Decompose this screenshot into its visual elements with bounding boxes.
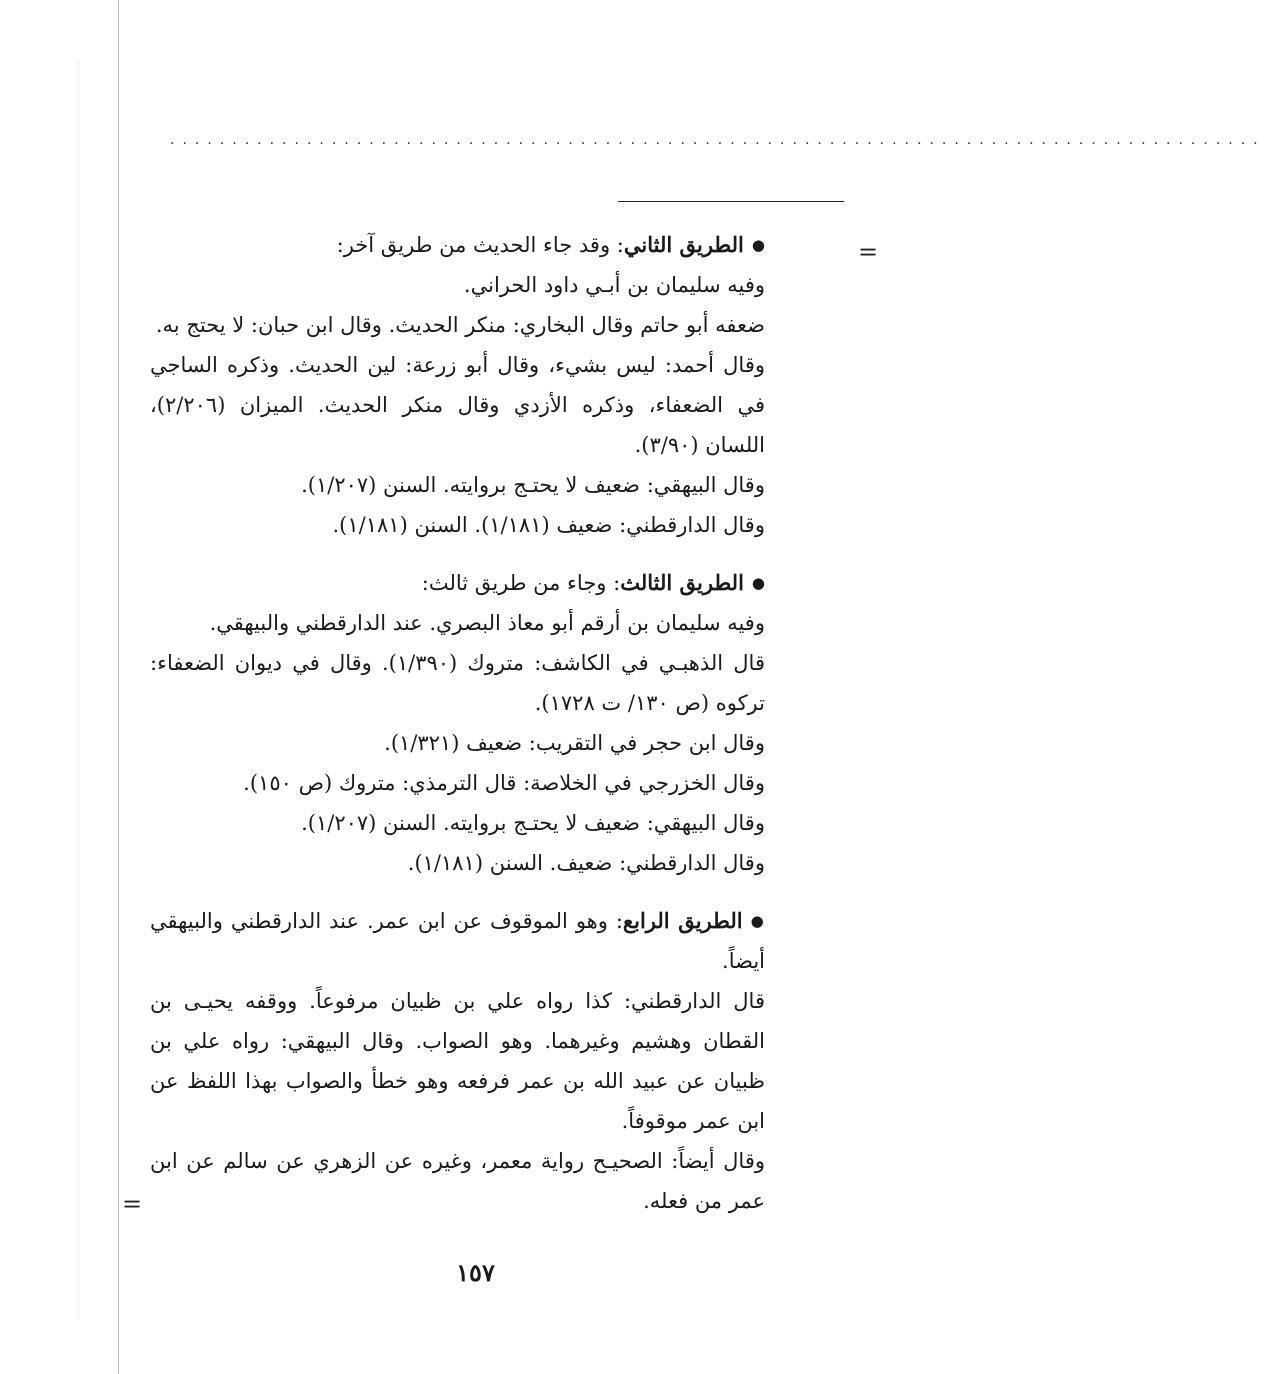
text-line: وقال البيهقي: ضعيف لا يحتـج بروايته. السنن (١/٢٠٧).	[301, 811, 765, 835]
heading-text: : وجاء من طريق ثالث:	[421, 571, 621, 595]
text-line: قال الدارقطني: كذا رواه علي بن ظبيان مرفوعاً. ووقفه يحيـى بن القطان وهشيم وغيرهما. وهو الصواب. وقال البيهقي: رواه علي بن ظبيان عن عبيد الله بن عمر فرفعه وهو خطأ والصواب بهذا اللفظ عن ابن عمر موقوفاً.	[150, 989, 765, 1133]
section-heading-3	[150, 563, 765, 603]
text-line: وقال الخزرجي في الخلاصة: قال الترمذي: متروك (ص ١٥٠).	[243, 771, 765, 795]
text-line: وقال البيهقي: ضعيف لا يحتـج بروايته. السنن (١/٢٠٧).	[301, 473, 765, 497]
section-heading-2	[150, 225, 765, 265]
section-gap	[150, 883, 765, 901]
text-line: قال الذهبـي في الكاشف: متروك (١/٣٩٠). وقال في ديوان الضعفاء: تركوه (ص ١٣٠/ ت ١٧٢٨).	[150, 651, 765, 715]
text-line: وفيه سليمان بن أبـي داود الحراني.	[463, 273, 765, 297]
footnote-rule	[618, 201, 844, 202]
page-number: ١٥٧	[456, 1258, 495, 1287]
heading-label: الطريق الثالث	[620, 570, 744, 595]
main-text	[150, 225, 765, 1221]
bullet-icon: ●	[750, 912, 765, 930]
text-line: وفيه سليمان بن أرقم أبو معاذ البصري. عند الدارقطني والبيهقي.	[209, 611, 765, 635]
heading-label: الطريق الرابع	[622, 908, 743, 933]
page-edge-line	[78, 60, 79, 1320]
heading-text: : وقد جاء الحديث من طريق آخر:	[336, 233, 624, 257]
section-gap	[150, 545, 765, 563]
text-line: وقال الدارقطني: ضعيف. السنن (١/١٨١).	[407, 851, 765, 875]
bullet-icon: ●	[751, 236, 765, 254]
text-line: وقال الدارقطني: ضعيف (١/١٨١). السنن (١/١٨١).	[332, 513, 765, 537]
heading-label: الطريق الثاني	[623, 232, 744, 257]
heading-text: : وهو الموقوف عن ابن عمر. عند الدارقطني والبيهقي أيضاً.	[150, 909, 765, 973]
page-gutter-line	[118, 0, 119, 1374]
bullet-icon: ●	[751, 574, 765, 592]
text-line: وقال أحمد: ليس بشيء، وقال أبو زرعة: لين الحديث. وذكره الساجي في الضعفاء، وذكره الأزدي وقال منكر الحديث. الميزان (٢/٢٠٦)، اللسان (٣/٩٠).	[150, 353, 765, 457]
margin-mark-top: =	[858, 238, 879, 266]
margin-mark-bottom: =	[122, 1190, 143, 1218]
text-line: وقال أيضاً: الصحيـح رواية معمر، وغيره عن الزهري عن سالم عن ابن عمر من فعله.	[150, 1149, 765, 1213]
text-line: وقال ابن حجر في التقريب: ضعيف (١/٣٢١).	[384, 731, 765, 755]
text-line: ضعفه أبو حاتم وقال البخاري: منكر الحديث. وقال ابن حبان: لا يحتج به.	[155, 313, 765, 337]
section-heading-4	[150, 901, 765, 981]
dotted-separator: ........................................................................................	[170, 132, 1266, 148]
